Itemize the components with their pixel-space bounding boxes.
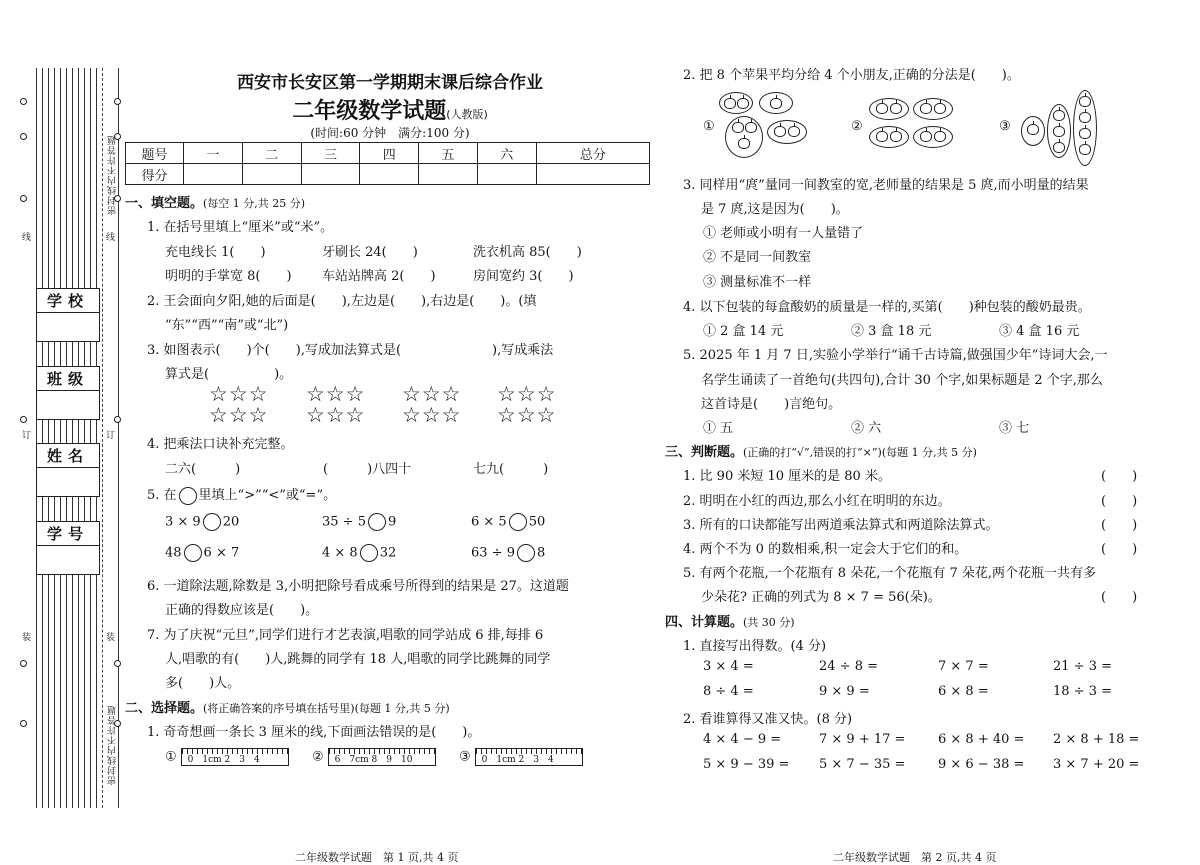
choice-5-cont[interactable]: 这首诗是( )言绝句。 [701, 397, 842, 412]
section-note: (将正确答案的序号填在括号里)(每题 1 分,共 5 分) [203, 702, 450, 715]
question-7-cont[interactable]: 多( )人。 [165, 676, 241, 691]
calc-item[interactable]: 3 × 7 + 20 = [1053, 757, 1140, 772]
apple-icon [774, 126, 786, 137]
q5-item [165, 513, 239, 531]
class-label: 班级 [37, 367, 99, 391]
section-4-heading [665, 611, 795, 630]
option-label: ① [165, 749, 177, 765]
apple-figure-2 [869, 98, 959, 154]
hole-dot [20, 416, 27, 423]
c1-option[interactable] [459, 748, 583, 766]
apple-icon [732, 122, 744, 133]
score-input[interactable] [360, 164, 419, 185]
time-info: (时间:60 分钟 满分:100 分) [310, 126, 470, 140]
page-footer: 二年级数学试题 第 2 页,共 4 页 [833, 851, 997, 864]
hole-dot [20, 133, 27, 140]
q1-item[interactable]: 牙刷长 24( ) [322, 245, 418, 260]
margin-line [72, 68, 73, 808]
question-7-cont[interactable]: 人,唱歌的有( )人,跳舞的同学有 18 人,唱歌的同学比跳舞的同学 [165, 652, 551, 667]
section-title: 一、填空题。 [125, 196, 204, 211]
calc-1: 1. 直接写出得数。(4 分) [683, 639, 827, 654]
judge-item-cont: 少朵花? 正确的列式为 8 × 7 = 56(朵)。 [701, 590, 941, 605]
q4-item[interactable]: 七九( ) [473, 462, 549, 477]
score-cell: 三 [301, 143, 360, 164]
seal-note-top: 密封线内不许答题 [108, 135, 118, 215]
class-field[interactable] [36, 366, 100, 420]
compare-circle-icon [179, 487, 197, 505]
margin-line [66, 68, 67, 808]
apple-icon [934, 131, 946, 142]
c3-option[interactable]: ① 老师或小明有一人量错了 [703, 226, 864, 241]
section-note: (正确的打“√”,错误的打“×”)(每题 1 分,共 5 分) [743, 446, 977, 459]
margin-line [48, 68, 49, 808]
star-row: ☆☆☆ [497, 403, 557, 427]
q5-right: 50 [528, 514, 546, 530]
ruler-ticks: 0 1cm 2 3 4 [187, 755, 260, 765]
c1-option[interactable] [312, 748, 436, 766]
score-cell: 五 [419, 143, 478, 164]
choice-3: 3. 同样用“庹”量同一间教室的宽,老师量的结果是 5 庹,而小明量的结果 [683, 178, 1089, 193]
q5-item [471, 544, 545, 562]
cut-line [102, 68, 103, 808]
q5-right: 6 × 7 [203, 545, 240, 561]
student-id-label: 学号 [37, 522, 99, 546]
group-oval [913, 126, 953, 148]
c4-option[interactable]: ① 2 盒 14 元 [703, 324, 784, 339]
mark-xian: 线 [22, 233, 32, 243]
mark-zhuang: 装 [106, 633, 116, 643]
section-3-heading [665, 441, 977, 460]
judge-item: 5. 有两个花瓶,一个花瓶有 8 朵花,一个花瓶有 7 朵花,两个花瓶一共有多 [683, 566, 1097, 581]
apple-icon [770, 98, 782, 109]
mark-zhuang: 装 [22, 633, 32, 643]
score-table [125, 142, 650, 185]
choice-4[interactable]: 4. 以下包装的每盒酸奶的质量是一样的,买第( )种包装的酸奶最贵。 [683, 300, 1091, 315]
apple-icon [876, 131, 888, 142]
star-row: ☆☆☆ [209, 382, 269, 406]
section-2-heading [125, 697, 450, 716]
choice-5-cont: 名学生诵读了一首绝句(共四句),合计 30 个字,如果标题是 2 个字,那么 [701, 373, 1103, 388]
judge-item: 3. 所有的口诀都能写出两道乘法算式和两道除法算式。 [683, 518, 999, 533]
section-note: (共 30 分) [743, 616, 795, 629]
score-value-row [126, 164, 650, 185]
q1-item[interactable]: 明明的手掌宽 8( ) [165, 269, 292, 284]
apple-icon [1079, 144, 1091, 155]
star-row: ☆☆☆ [306, 382, 366, 406]
exam-subject [125, 94, 655, 125]
q1-item[interactable]: 房间宽约 3( ) [473, 269, 574, 284]
apple-icon [1079, 96, 1091, 107]
apple-icon [1053, 142, 1065, 153]
hole-dot [114, 416, 121, 423]
section-note: (每空 1 分,共 25 分) [203, 197, 306, 210]
apple-icon [934, 103, 946, 114]
apple-icon [1027, 124, 1039, 135]
score-cell: 六 [477, 143, 536, 164]
score-cell: 得分 [126, 164, 184, 185]
ruler-icon [181, 748, 289, 766]
choice-2[interactable]: 2. 把 8 个苹果平均分给 4 个小朋友,正确的分法是( )。 [683, 68, 1020, 83]
q5-right: 32 [379, 545, 397, 561]
mark-ding: 订 [106, 431, 116, 441]
q4-item[interactable]: ( )八四十 [323, 462, 412, 477]
apple-icon [876, 103, 888, 114]
score-cell: 总分 [536, 143, 649, 164]
answer-circle[interactable] [368, 513, 386, 531]
margin-line [84, 68, 85, 808]
mark-xian: 线 [106, 233, 116, 243]
section-title: 三、判断题。 [665, 445, 744, 460]
score-input[interactable] [301, 164, 360, 185]
q5-left: 3 × 9 [165, 514, 201, 530]
group-oval [913, 98, 953, 120]
c2-option-label[interactable]: ② [851, 119, 863, 134]
calc-item[interactable]: 9 × 9 = [819, 684, 870, 699]
c1-option[interactable] [165, 748, 289, 766]
ruler-icon [475, 748, 583, 766]
judge-answer[interactable]: ( ) [1101, 494, 1138, 509]
hole-dot [114, 98, 121, 105]
question-6: 6. 一道除法题,除数是 3,小明把除号看成乘号所得到的结果是 27。这道题 [147, 579, 569, 594]
q5-left: 6 × 5 [471, 514, 507, 530]
q5-left: 35 ÷ 5 [322, 514, 366, 530]
c2-option-label[interactable]: ③ [999, 119, 1011, 134]
section-1-heading [125, 192, 305, 211]
name-label: 姓名 [37, 444, 99, 468]
hole-dot [20, 98, 27, 105]
calc-item[interactable]: 3 × 4 = [703, 659, 754, 674]
edition-text: (人教版) [446, 108, 488, 121]
option-label: ③ [459, 749, 471, 765]
option-label: ② [312, 749, 324, 765]
score-cell: 四 [360, 143, 419, 164]
calc-item[interactable]: 6 × 8 + 40 = [938, 732, 1025, 747]
judge-answer[interactable]: ( ) [1101, 469, 1138, 484]
apple-icon [724, 98, 736, 109]
choice-5: 5. 2025 年 1 月 7 日,实验小学举行“诵千古诗篇,做强国少年”诗词大会,一 [683, 348, 1108, 363]
q1-item[interactable]: 车站站牌高 2( ) [322, 269, 436, 284]
group-oval [869, 98, 909, 120]
q5-left: 63 ÷ 9 [471, 545, 515, 561]
q5-right: 9 [387, 514, 397, 530]
exam-title: 西安市长安区第一学期期末课后综合作业 [237, 73, 543, 93]
answer-circle[interactable] [360, 544, 378, 562]
choice-3-cont[interactable]: 是 7 庹,这是因为( )。 [701, 202, 849, 217]
section-title: 二、选择题。 [125, 701, 204, 716]
question-3[interactable]: 3. 如图表示( )个( ),写成加法算式是( ),写成乘法 [147, 343, 554, 358]
c3-option[interactable]: ③ 测量标准不一样 [703, 275, 812, 290]
c5-option[interactable]: ② 六 [851, 421, 882, 436]
q4-item[interactable]: 二六( ) [165, 462, 241, 477]
calc-item[interactable]: 9 × 6 − 38 = [938, 757, 1025, 772]
question-3-cont[interactable]: 算式是( )。 [165, 367, 293, 382]
star-row: ☆☆☆ [209, 403, 269, 427]
q5-left: 4 × 8 [322, 545, 358, 561]
answer-circle[interactable] [517, 544, 535, 562]
margin-line [90, 68, 91, 808]
section-title: 四、计算题。 [665, 615, 744, 630]
calc-item[interactable]: 7 × 7 = [938, 659, 989, 674]
student-id-field[interactable] [36, 521, 100, 575]
answer-circle[interactable] [509, 513, 527, 531]
apple-icon [738, 138, 750, 149]
group-oval [869, 126, 909, 148]
judge-item: 1. 比 90 米短 10 厘米的是 80 米。 [683, 469, 891, 484]
q5-left: 48 [165, 545, 182, 561]
school-field[interactable] [36, 288, 100, 342]
apple-icon [920, 131, 932, 142]
apple-icon [890, 131, 902, 142]
apple-icon [1079, 128, 1091, 139]
c4-option[interactable]: ② 3 盒 18 元 [851, 324, 932, 339]
apple-icon [745, 122, 757, 133]
judge-answer[interactable]: ( ) [1101, 590, 1138, 605]
star-group [306, 384, 365, 426]
binding-margin [0, 0, 122, 849]
question-5 [147, 484, 336, 505]
question-2-cont: “东”“西”“南”或“北”) [165, 318, 289, 333]
star-row: ☆☆☆ [306, 403, 366, 427]
question-4: 4. 把乘法口诀补充完整。 [147, 437, 294, 452]
seal-note-bottom: 密封线内不许答题 [108, 705, 118, 785]
hole-dot [20, 660, 27, 667]
apple-icon [1079, 112, 1091, 123]
c5-option[interactable]: ③ 七 [999, 421, 1030, 436]
c5-option[interactable]: ① 五 [703, 421, 734, 436]
apple-icon [1053, 126, 1065, 137]
answer-circle[interactable] [184, 544, 202, 562]
star-group [209, 384, 268, 426]
calc-item[interactable]: 5 × 9 − 39 = [703, 757, 790, 772]
choice-1[interactable]: 1. 奇奇想画一条长 3 厘米的线,下面画法错误的是( )。 [147, 725, 481, 740]
score-header-row [126, 143, 650, 164]
calc-item[interactable]: 7 × 9 + 17 = [819, 732, 906, 747]
judge-item: 2. 明明在小红的西边,那么小红在明明的东边。 [683, 494, 951, 509]
apple-figure-3 [1021, 90, 1101, 166]
name-field[interactable] [36, 443, 100, 497]
star-group [497, 384, 556, 426]
margin-line [78, 68, 79, 808]
margin-line [42, 68, 43, 808]
q5-right: 20 [222, 514, 240, 530]
apple-icon [890, 103, 902, 114]
apple-icon [788, 126, 800, 137]
apple-figure-1 [719, 92, 829, 162]
answer-circle[interactable] [203, 513, 221, 531]
subject-text: 二年级数学试题 [292, 99, 447, 124]
q5-item [471, 513, 545, 531]
calc-item[interactable]: 5 × 7 − 35 = [819, 757, 906, 772]
apple-icon [920, 103, 932, 114]
hole-dot [20, 195, 27, 202]
star-row: ☆☆☆ [402, 403, 462, 427]
question-7: 7. 为了庆祝“元旦”,同学们进行才艺表演,唱歌的同学站成 6 排,每排 6 [147, 628, 544, 643]
score-cell: 题号 [126, 143, 184, 164]
calc-item[interactable]: 2 × 8 + 18 = [1053, 732, 1140, 747]
q5-item [322, 513, 396, 531]
q5-item [322, 544, 396, 562]
q5-pre: 5. 在 [147, 488, 177, 503]
judge-answer[interactable]: ( ) [1101, 542, 1138, 557]
star-group [402, 384, 461, 426]
score-input[interactable] [419, 164, 478, 185]
q5-item [165, 544, 239, 562]
star-row: ☆☆☆ [402, 382, 462, 406]
margin-line [60, 68, 61, 808]
apple-icon [737, 98, 749, 109]
score-input[interactable] [184, 164, 243, 185]
judge-answer[interactable]: ( ) [1101, 518, 1138, 533]
q1-item[interactable]: 充电线长 1( ) [165, 245, 266, 260]
q5-right: 8 [536, 545, 546, 561]
calc-item[interactable]: 18 ÷ 3 = [1053, 684, 1112, 699]
question-2[interactable]: 2. 王会面向夕阳,她的后面是( ),左边是( ),右边是( )。(填 [147, 294, 537, 309]
margin-line [54, 68, 55, 808]
apple-icon [1053, 110, 1065, 121]
school-label: 学校 [37, 289, 99, 313]
ruler-icon [328, 748, 436, 766]
score-input[interactable] [477, 164, 536, 185]
q1-item[interactable]: 洗衣机高 85( ) [473, 245, 582, 260]
mark-ding: 订 [22, 431, 32, 441]
score-cell: 二 [242, 143, 301, 164]
star-row: ☆☆☆ [497, 382, 557, 406]
group-oval [767, 120, 807, 144]
margin-line [96, 68, 97, 808]
score-input[interactable] [242, 164, 301, 185]
calc-item[interactable]: 8 ÷ 4 = [703, 684, 754, 699]
calc-2: 2. 看谁算得又准又快。(8 分) [683, 712, 853, 727]
c3-option[interactable]: ② 不是同一间教室 [703, 250, 812, 265]
margin-line [36, 68, 37, 808]
c2-option-label[interactable]: ① [703, 119, 715, 134]
score-cell: 一 [184, 143, 243, 164]
calc-item[interactable]: 4 × 4 − 9 = [703, 732, 782, 747]
hole-dot [114, 660, 121, 667]
c4-option[interactable]: ③ 4 盒 16 元 [999, 324, 1080, 339]
calc-item[interactable]: 21 ÷ 3 = [1053, 659, 1112, 674]
calc-item[interactable]: 6 × 8 = [938, 684, 989, 699]
ruler-ticks: 6 7cm 8 9 10 [334, 755, 413, 765]
calc-item[interactable]: 24 ÷ 8 = [819, 659, 878, 674]
hole-dot [20, 720, 27, 727]
ruler-ticks: 0 1cm 2 3 4 [481, 755, 554, 765]
judge-item: 4. 两个不为 0 的数相乘,积一定会大于它们的和。 [683, 542, 968, 557]
score-input[interactable] [536, 164, 649, 185]
question-1: 1. 在括号里填上“厘米”或“米”。 [147, 220, 334, 235]
question-6-cont[interactable]: 正确的得数应该是( )。 [165, 603, 319, 618]
q5-post: 里填上“>”“<”或“=”。 [198, 488, 337, 503]
page-footer: 二年级数学试题 第 1 页,共 4 页 [295, 851, 459, 864]
